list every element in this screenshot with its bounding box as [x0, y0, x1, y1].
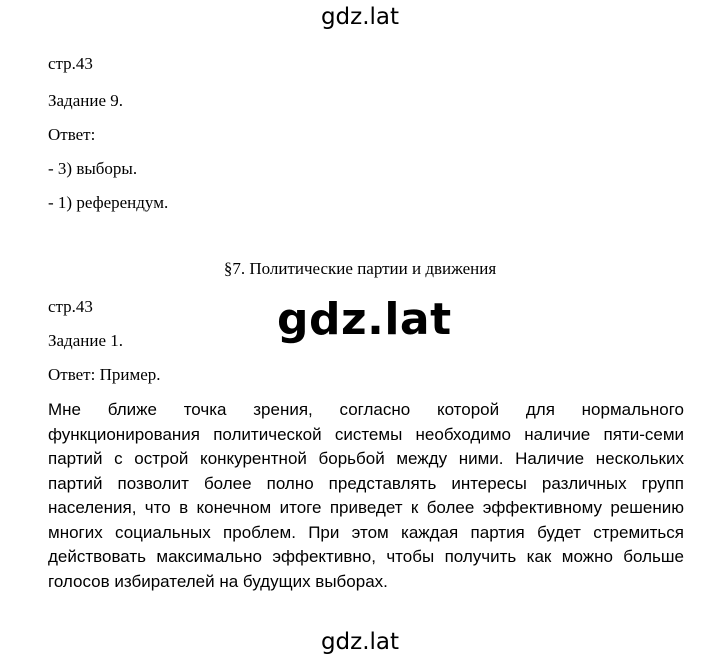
task-1-title: Задание 1.	[48, 331, 123, 350]
answer-label-1: Ответ:	[48, 125, 96, 144]
paragraph-line: голосов избирателей на будущих выборах.	[48, 571, 388, 591]
task-9-title: Задание 9.	[48, 91, 123, 110]
paragraph-line: многих социальных проблем. При этом каждая партия будет стремиться	[48, 522, 684, 542]
answer-paragraph	[48, 398, 684, 594]
answer-label-2: Ответ: Пример.	[48, 365, 161, 384]
page-ref-2: стр.43	[48, 297, 93, 316]
paragraph-line: функционирования политической системы необходимо наличие пяти-семи	[48, 424, 684, 444]
answer-item-2: - 1) референдум.	[48, 193, 169, 212]
paragraph-line: партий позволит более полно представлять интересы различных групп	[48, 473, 684, 493]
paragraph-line: партий с острой конкурентной борьбой между ними. Наличие нескольких	[48, 449, 684, 468]
watermark-middle: gdz.lat	[277, 294, 452, 345]
page-ref-1: стр.43	[48, 54, 93, 73]
watermark-top: gdz.lat	[320, 4, 400, 30]
paragraph-line: Мне ближе точка зрения, согласно которой для нормального	[48, 400, 684, 419]
answer-item-1: - 3) выборы.	[48, 159, 138, 178]
section-heading: §7. Политические партии и движения	[223, 259, 497, 278]
paragraph-line: действовать максимально эффективно, чтобы получить как можно больше	[48, 547, 684, 566]
paragraph-line: населения, что в конечном итоге приведет к более эффективному решению	[48, 498, 684, 517]
watermark-bottom: gdz.lat	[320, 629, 400, 655]
